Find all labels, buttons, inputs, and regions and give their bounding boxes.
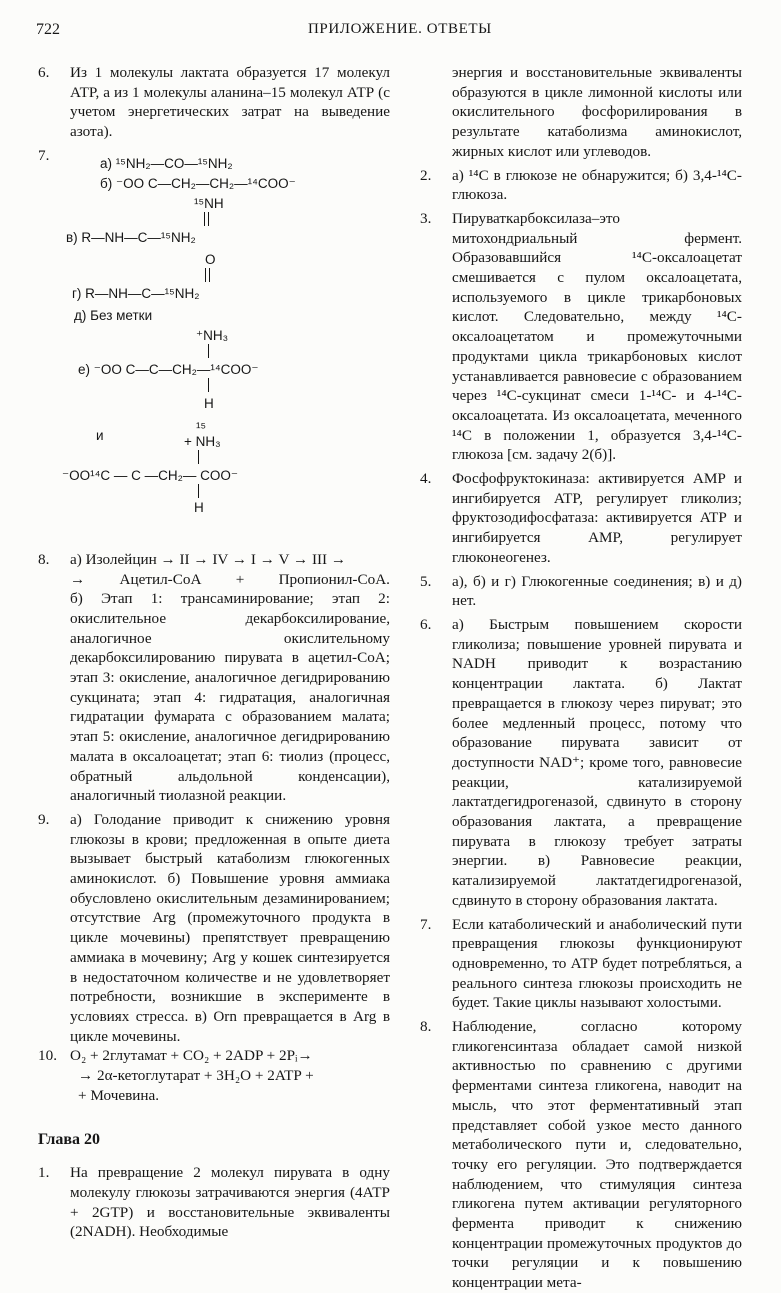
answer-10	[38, 1046, 390, 1105]
answer-text: а) Голодание приводит к снижению уровня глюкозы в крови; предложенная в опыте диета вызывает быстрый катаболизм глюкогенных аминокислот. б) Повышение уровня аммиака обусловлено окислительным дезаминированием; отсутствие Arg (промежуточного продукта в цикле мочевины) препятствует превращению аммиака в мочевину; Arg у кошек синтезируется в недостаточном количестве и не удовлетворяет потребности, возникшие в эксперименте в условиях стресса. в) Orn превращается в Arg в цикле мочевины.	[70, 810, 390, 1045]
right-column	[420, 63, 742, 1293]
pathway-line: а) Изолейцин → II → IV → I → V → III →	[70, 550, 347, 568]
pathway-products	[70, 570, 390, 590]
answer-2	[420, 166, 742, 205]
chapter-heading: Глава 20	[38, 1130, 100, 1148]
answer-number: 8.	[420, 1018, 432, 1036]
left-column	[38, 63, 390, 1242]
hydrogen-label: H	[194, 499, 204, 515]
structure-f: ⁻OO¹⁴C — C —CH₂— COO⁻	[62, 467, 239, 483]
answer-8	[38, 550, 390, 806]
answer-number: 7.	[420, 915, 432, 933]
structure-b: б) ⁻OO C—CH₂—CH₂—¹⁴COO⁻	[100, 175, 296, 191]
bond	[208, 378, 209, 392]
running-header: ПРИЛОЖЕНИЕ. ОТВЕТЫ	[308, 21, 492, 37]
reaction-line: + Мочевина.	[78, 1086, 160, 1104]
answer-number: 6.	[420, 615, 432, 633]
answer-text: а) Быстрым повышением скорости гликолиза; повышение уровней пирувата и NADH приводит к возрастанию концентрации лактата. б) Лактат превращается в глюкозу через пируват; это более медленный процесс, потому что образование пирувата зависит от доступности NAD⁺; кроме того, равновесие реакции, катализируемой лактатдегидрогеназой, сдвинуто в сторону образования лактата, а превращение пирувата в глюкозу требует затраты энергии. в) Равновесие реакции, катализируемой лактатдегидрогеназой, сдвинуто в сторону образования лактата.	[452, 615, 742, 909]
isotope-label: ¹⁵	[196, 419, 207, 435]
structure-g: г) R—NH—C—¹⁵NH₂	[72, 285, 200, 301]
oxygen-label: O	[205, 251, 216, 267]
answer-number: 7.	[38, 146, 50, 164]
answer-6-right	[420, 615, 742, 911]
answer-text: Пируваткарбоксилаза–это митохондриальный фермент. Образовавшийся ¹⁴С-оксалоацетат смешивается с пулом оксалоацетата, используемого в цикле трикарбоновых кислот. Следовательно, между ¹⁴С-оксалоацетатом и промежуточными продуктами цикла трикарбоновых кислот устанавливается равновесие с образованием через ¹⁴С-сукцинат смеси 1-¹⁴С- и 4-¹⁴С-оксалоацетата. Из оксалоацетата, меченного ¹⁴С в положении 1, образуется 3,4-¹⁴С-глюкоза [см. задачу 2(б)].	[452, 209, 742, 464]
answer-text: а), б) и г) Глюкогенные соединения; в) и д) нет.	[452, 572, 742, 610]
reaction-line: → 2α-кетоглутарат + 3H₂O + 2ATP +	[78, 1067, 314, 1085]
chapter-answer-1	[38, 1163, 390, 1242]
chemical-structures	[62, 146, 390, 546]
answer-text: энергия и восстановительные эквиваленты образуются в цикле лимонной кислоты или окислительного фосфорилирования в результате катаболизма аминокислот, жирных кислот или углеводов.	[452, 64, 742, 160]
imine-label: ¹⁵NH	[194, 195, 224, 211]
structure-a: а) ¹⁵NH₂—CO—¹⁵NH₂	[100, 155, 233, 171]
ammonium-label-2: + NH₃	[184, 433, 221, 449]
bond	[198, 484, 199, 498]
answer-6	[38, 63, 390, 142]
answer-text: Из 1 молекулы лактата образуется 17 молекул АТР, а из 1 молекулы аланина–15 молекул АТР (с учетом энергетических затрат на выведение азота).	[70, 64, 390, 141]
structure-d: д) Без метки	[74, 307, 153, 323]
answer-number: 10.	[38, 1047, 57, 1065]
answer-number: 2.	[420, 166, 432, 184]
answer-text: Наблюдение, согласно которому гликогенсинтаза обладает самой низкой активностью по сравнению с другими ферментами синтеза гликогена, наводит на мысль, что этот ферментативный этап представляет собой узкое место данного метаболического пути и, следовательно, точку его регуляции. Это подтверждается наблюдением, что стимуляция синтеза гликогена путем активации регуляторного фермента приводит к снижению концентрации промежуточных продуктов до точки регуляции и к повышению концентрации мета-	[452, 1018, 742, 1292]
structure-e: е) ⁻OO C—C—CH₂—¹⁴COO⁻	[78, 361, 259, 377]
continued-answer-1	[420, 63, 742, 162]
reaction-line: O₂ + 2глутамат + CO₂ + 2ADP + 2Pᵢ→	[70, 1047, 313, 1065]
answer-text: Если катаболический и анаболический пути превращения глюкозы функционируют одновременно, то АТР будет потребляться, а реального синтеза глюкозы происходить не будет. Такие циклы называют холостыми.	[452, 915, 742, 1012]
plus: +	[235, 570, 245, 588]
bond	[198, 450, 199, 464]
page-number: 722	[36, 21, 60, 38]
and-label: и	[96, 427, 104, 443]
answer-number: 3.	[420, 209, 432, 227]
answer-number: 1.	[38, 1164, 50, 1182]
double-bond	[205, 268, 210, 282]
answer-number: 9.	[38, 810, 50, 828]
answer-number: 5.	[420, 572, 432, 590]
product-acetyl-coa: Ацетил-СоА	[119, 570, 202, 588]
answer-7	[38, 146, 390, 546]
answer-5	[420, 572, 742, 611]
product-propionyl-coa: Пропионил-СоА.	[278, 570, 390, 588]
ammonium-label: ⁺NH₃	[196, 327, 229, 343]
structure-v: в) R—NH—C—¹⁵NH₂	[66, 229, 196, 245]
answer-text: На превращение 2 молекул пирувата в одну молекулу глюкозы затрачиваются энергия (4АТР + 2GTP) и восстановительные эквиваленты (2NADH). Необходимые	[70, 1164, 390, 1241]
answer-number: 6.	[38, 64, 50, 81]
arrow: →	[70, 570, 86, 588]
hydrogen-label: H	[204, 395, 214, 411]
answer-9	[38, 810, 390, 1046]
bond	[208, 344, 209, 358]
answer-text: Фосфофруктокиназа: активируется AMP и ингибируется ATP, регулирует гликолиз; фруктозодифосфатаза: активируется ATP и ингибируется AMP, регулирует глюконеогенез.	[452, 470, 742, 566]
answer-4	[420, 469, 742, 568]
answer-text: б) Этап 1: трансаминирование; этап 2: окислительное декарбоксилирование, аналогичное окислительному декарбоксилированию пирувата в ацетил-СоА; этап 3: окисление, аналогичное дегидрированию сукцината; этап 4: гидратация, аналогичная гидратации фумарата с образованием малата; этап 5: окисление, аналогичное дегидрированию малата в оксалоацетат; этап 6: тиолиз (процесс, обратный альдольной конденсации), аналогичный тиолазной реакции.	[70, 590, 390, 805]
answer-number: 4.	[420, 470, 432, 488]
answer-7-right	[420, 915, 742, 1014]
answer-text: а) ¹⁴С в глюкозе не обнаружится; б) 3,4-¹⁴С-глюкоза.	[452, 166, 742, 204]
answer-8-right	[420, 1017, 742, 1293]
answer-3	[420, 209, 742, 465]
answer-number: 8.	[38, 550, 50, 568]
double-bond	[204, 212, 209, 226]
